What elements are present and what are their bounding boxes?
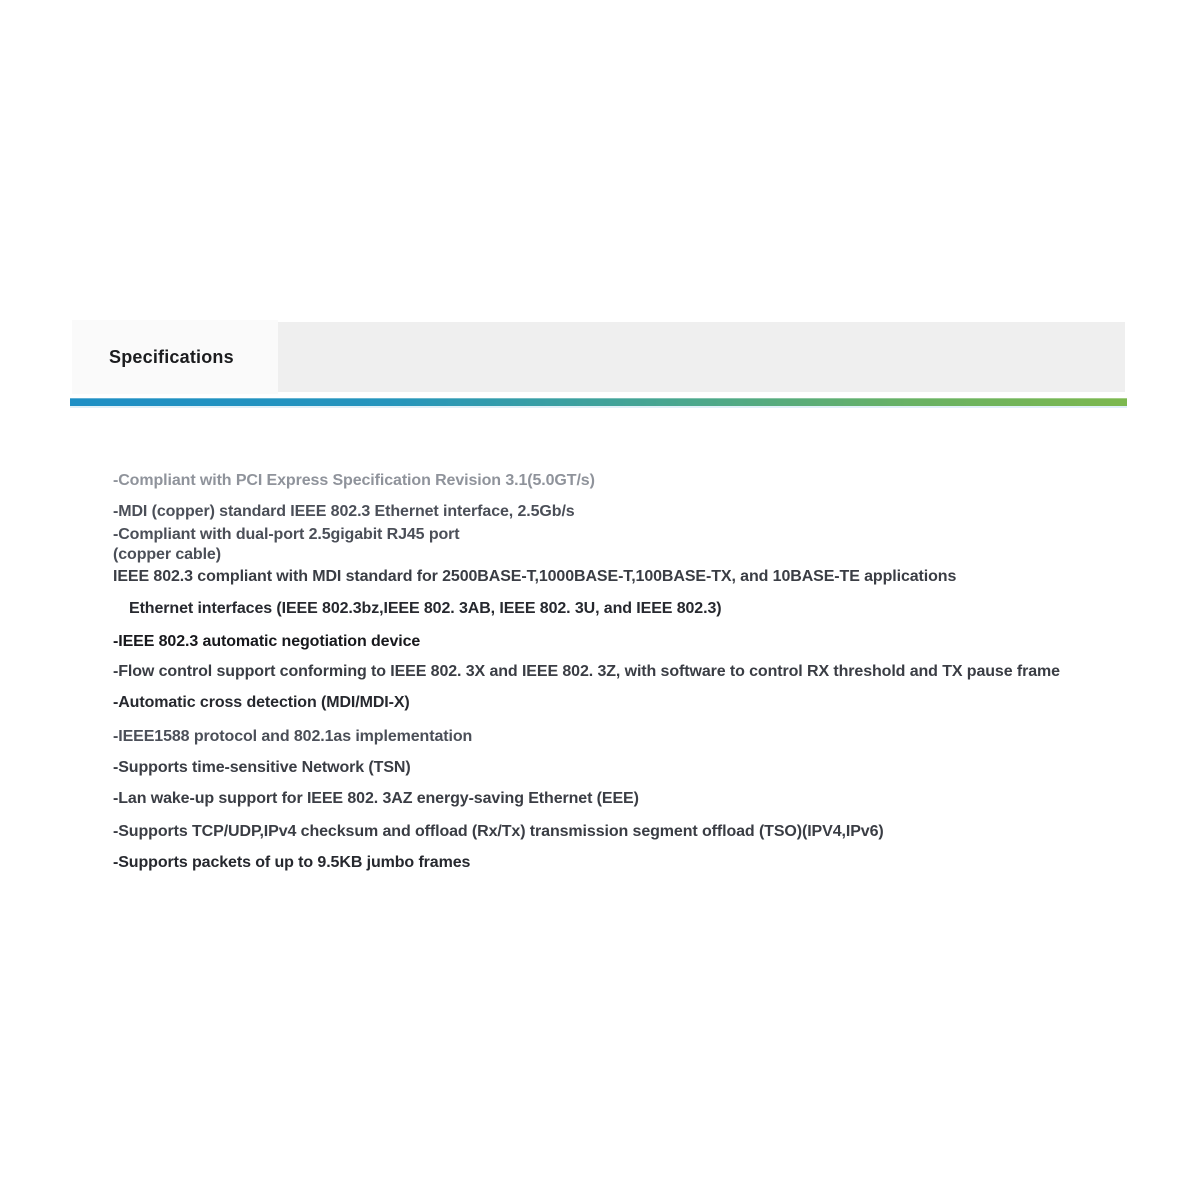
- spec-line: (copper cable): [113, 546, 221, 563]
- gradient-divider: [70, 398, 1127, 406]
- spec-line: -Supports TCP/UDP,IPv4 checksum and offload (Rx/Tx) transmission segment offload (TSO)(IPV4,IPv6): [113, 823, 884, 840]
- spec-line: -IEEE1588 protocol and 802.1as implementation: [113, 728, 473, 745]
- spec-line: -Compliant with dual-port 2.5gigabit RJ45 port: [113, 526, 460, 543]
- spec-line: -Automatic cross detection (MDI/MDI-X): [113, 694, 410, 711]
- specifications-title: Specifications: [109, 346, 234, 367]
- spec-line: -Flow control support conforming to IEEE 802. 3X and IEEE 802. 3Z, with software to control RX threshold and TX pause frame: [113, 663, 1060, 680]
- specifications-list: [113, 471, 1133, 873]
- spec-line: -Supports time-sensitive Network (TSN): [113, 759, 411, 776]
- spec-line: -Compliant with PCI Express Specification Revision 3.1(5.0GT/s): [113, 472, 595, 489]
- specifications-header-tab: [72, 320, 278, 394]
- spec-line: -IEEE 802.3 automatic negotiation device: [113, 633, 421, 650]
- spec-line: -MDI (copper) standard IEEE 802.3 Ethernet interface, 2.5Gb/s: [113, 503, 575, 520]
- spec-line: -Supports packets of up to 9.5KB jumbo frames: [113, 854, 471, 871]
- specifications-header-strip: [72, 322, 1125, 392]
- spec-line: IEEE 802.3 compliant with MDI standard for 2500BASE-T,1000BASE-T,100BASE-TX, and 10BASE-TE applications: [113, 568, 957, 585]
- spec-line: Ethernet interfaces (IEEE 802.3bz,IEEE 802. 3AB, IEEE 802. 3U, and IEEE 802.3): [129, 600, 722, 617]
- spec-line: -Lan wake-up support for IEEE 802. 3AZ energy-saving Ethernet (EEE): [113, 790, 639, 807]
